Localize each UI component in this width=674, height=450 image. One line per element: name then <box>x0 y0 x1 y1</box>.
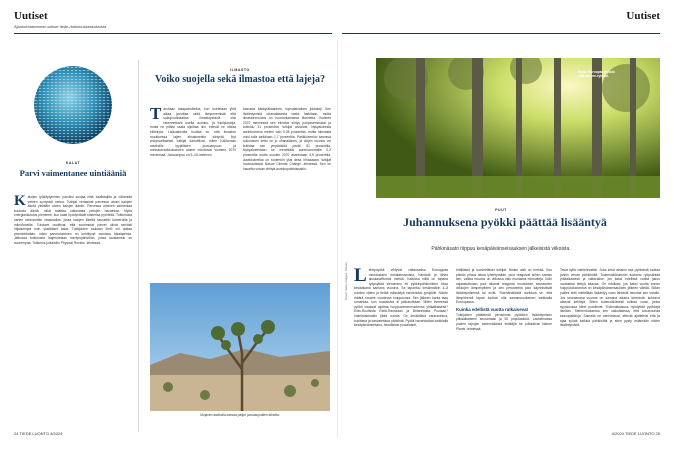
section-tagline: Ajankohtaisimmat uutiset tiede-/tutkimuskeskuksista <box>14 24 107 29</box>
climate-body-col1 <box>150 107 236 272</box>
fish-article-body <box>14 195 132 427</box>
fish-drop-cap: K <box>14 195 26 209</box>
beech-body-col3: Tavat kyllä vaihtelevatkin. Joka kesä ainakin osa pyökeistä tuottaa jonkin verran pähkinöitä. Todennäköisimmin tuotanto ryöpsähtää yhtäaikaisesti ja valtavakse, jos kaksi edellistä vuotta jakoo noudattaa tiettyä kaavaa. On edulkasi, jos kaksi vuotta ennen huippututuotantoa on kesäpäivänseisauksen jälkeen viileää. Silloin puilles ehtii mielellään lisääntyy vaan lahtävät tavintoa sen varalle. Jos seuraavana vuonna on samana aikana lämmintä, kukinnot alkavat kehittyä. Sitten todennäköisesti koittaa vuosi, jonka syyskuussa hiiret putoilevat. Yhdenaikaisuus hyödyttää pyökkejä itseään. Siementuotantoa sen vaikuttaessa, että koirasuuhaa kasvupaikkoja. Samalla ne varmistavat, ettevät ajatteleisi että ja ajaa syödä kaikkia pähkinöitä ja siten pysty estämään niiden lisääntymistä. <box>560 268 660 328</box>
section-header-right: Uutiset <box>626 10 660 22</box>
fish-school-image <box>34 66 112 144</box>
beech-box-heading: Kuinka edellistä vuotta ratkaisevat <box>456 306 528 312</box>
footer-left: 24 TIEDE LUONTO 4/2024 <box>14 431 63 436</box>
beech-forest-photo <box>376 58 660 198</box>
photo-credit: Kuvat: Getty Images, Pexels <box>344 262 348 300</box>
page-gutter <box>337 40 338 438</box>
joshua-tree-caption: Mojaven aavikolla kasvaa paljon joosuanpuiden aihioita. <box>200 413 280 417</box>
beech-body-col2 <box>456 268 552 423</box>
fish-article-tag: KALAT <box>65 161 81 165</box>
climate-article-title: Voiko suojella sekä ilmastoa että lajeja? <box>155 74 325 85</box>
climate-body-col2: kasvava käkkyräkaarinen, tupsutatvainen jukkalaji. Sen lisääntymistä uhanalaisesta vasta harkitaan, mutta ilmastonmuutos on huonontamassa tilannetta. Vuoteen 2070 mennessä sen elinalue siirtyy pohjoisemmaksi ja kutistuu 31 prosenttia, tutkijat arvioivat. Nykyalueesta aurinkovoima meleni vain 0,05 prosenttia, mutta tulevasta voisi tulla kaikkiaan 1,7 prosenttia. Parikilosenkoi kasvava sukovanen kettu on jo uhanalainen, ja olojen muutos voi kutistaa sen ympäristöä peräti 81 prosenttia. Nykyalueestaan se menettäisi aurinkovoimalle 0,2 prosenttia mutta vuoden 2070 alueestaan 3,9 prosenttia. Aavikkokettua on tuotenkin yksi desa hihasaaan, tutkijat huomauttavat Nature Climate Change -lehdessä. Sen on havaittu voivan viihtyä aurinkopuistoissakin. <box>243 107 331 171</box>
beech-article-subtitle: Pähkinäsato riippuu kesäpäivänseisauksen jälkeisistä viikoista. <box>431 246 571 252</box>
column-rule-left <box>138 60 139 432</box>
fish-body-text: aloijen lyöttäytyminen parviksi suojaa niitä saalistajilta ja vähentää veteen syntyvää melua. Tutkijat vertasivat parvessa uivien kalojen ääntä yksittäin uivien kalojen ääniin. Parvessa uiminen vaimentaa kuuluvia ääniä, mikä saattaa vaikeuttaa petojen havaintoa. Myös energiankulutus pienenee, kun kalat hyödyntävät toistensa pyörteitä. Tutkimusta varten rakennettiin virtausallas, jossa kalojen liikettä seurattiin kameroilla ja mikrofoneilla. Tulokset osoittivat, että suurimmat parvet olivat selvästi hiljaisempia kuin yksittäiset kalat. Tutkijoiden mukaan ilmiö voi auttaa ymmärtämään, miksi parveutuminen on kehittynyt monissa kalalajeissa. Jatkossa tutkimusta laajennetaan meriympäristöön, jossa taustamelu on suurempaa. Tutkimus julkaistiin Physical Review -lehdessä. <box>14 195 132 245</box>
beech-article-tag: PUUT <box>495 208 507 212</box>
climate-col1-text: arvitaan tasapainottelua, kun koetetaan yhtä aikaa jarruttaa sekä lämpenemistä että sukupuuttoaaltoa. Ilmastoystäviä olisi rakennettava useita aurinko- ja tuulipuistoja, mutta ne pitäisi osata sijoittaa niin, ettevät ne uhkaa eliökirjoa. Lisävaikeutta tuottaa se, että ilmaston muuttuessa lajien elinalueetkin siirtyvät. Nyt yhdysvaltalaiset tutkijat kartoittivat, miten Kalifornian aavikoille tyypillisten joosuanpuun ja mekskonavikkokasvien alueet muuttuvat vuoteen 2070 mennessä. Joosuanpuu on 5–15-metrinen <box>150 107 236 157</box>
header-rule-left <box>14 33 332 34</box>
header-rule-right <box>342 33 660 34</box>
joshua-tree-photo <box>150 283 330 411</box>
beech-body-col1 <box>354 268 448 423</box>
section-header-left: Uutiset <box>14 10 48 22</box>
fish-article-title: Parvi vaimentanee uintiääniä <box>19 168 127 178</box>
beech-drop-cap: L <box>354 268 367 286</box>
climate-article-tag: ILMASTO <box>230 68 250 72</box>
beech-col2-text: brittiläiset ja suoveeläiset tutkijat. Niiden aisti on herkkä. Kun päivän pituus alkaa lyhentymään, puut reagoivat siihen saman tien, vaikka muutos on viikossa vain muutama minuutteja. Noin vajaastuttuaan puut alkavat reagoida muutoksen seuraavien viikkojen lämpenytteen ja sen perusteella joko käynnistävät lisääntymisensä tai eivät. Yhtenäisiköistä aurinkoa se, että lämpötrendi tapaa tuolloin olla samansuuntainen kaikkialla Euroopassa. <box>456 268 552 305</box>
beech-col1-text: ehtipuyökit vihtyvät valtaosassa Eurooppaa moodostaen tiuhalatvustoista, hämäriä ja lähes aluskasvittomia metsiä. Kaikissa niillä on tapana ryöpsyttää siementen eli pyökinpähkinöiden tuloa kesäaikana samana vuosina. Se tapahtuu keskimäärin 4–8 vuoden välein ja tietää mässäilyä esimerkiksi jyrsijöille. Niiden määrä nousee vuodessa huippuunsa. Sen jälkeen kanta taas romahtaa, kun ruokatulva ei jatkunutkaan. Miten ihmeessä pyökit osaavat ajoittaa huippusiemenvuotensa yhtäaikaisesti? Eräs-Ruotsista Etelä-Ranskaan ja Britanniasta Puolaan? Valmistautuakin pitää vuosia. On keräättävä vararavintoa, kukittava ja kasvatettava pähkinät. Pyökit havahduttaa kaikkialla kesäpäivänseisaus, havaitsivat puolalaiset, <box>354 268 448 328</box>
beech-col2b-text: Tutkijoiden päätelmät perustuvat pyökkien lisääntymisen pitkäaikaiseen seurantaan ja 50 populaatiota. Laskelmassa puiden tapojen todennäköisiä selittäjiä he julkaisivat Nature Plants -lehdessä. <box>456 312 552 331</box>
footer-right: 4/2024 TIEDE LUONTO 25 <box>611 431 660 436</box>
beech-article-title: Juhannuksena pyökki päättää lisääntyä <box>403 215 607 229</box>
climate-drop-cap: T <box>150 107 162 123</box>
beech-photo-caption: Kuva: Euroopan pyökki elää tamme-ryhmiä. <box>578 70 615 79</box>
